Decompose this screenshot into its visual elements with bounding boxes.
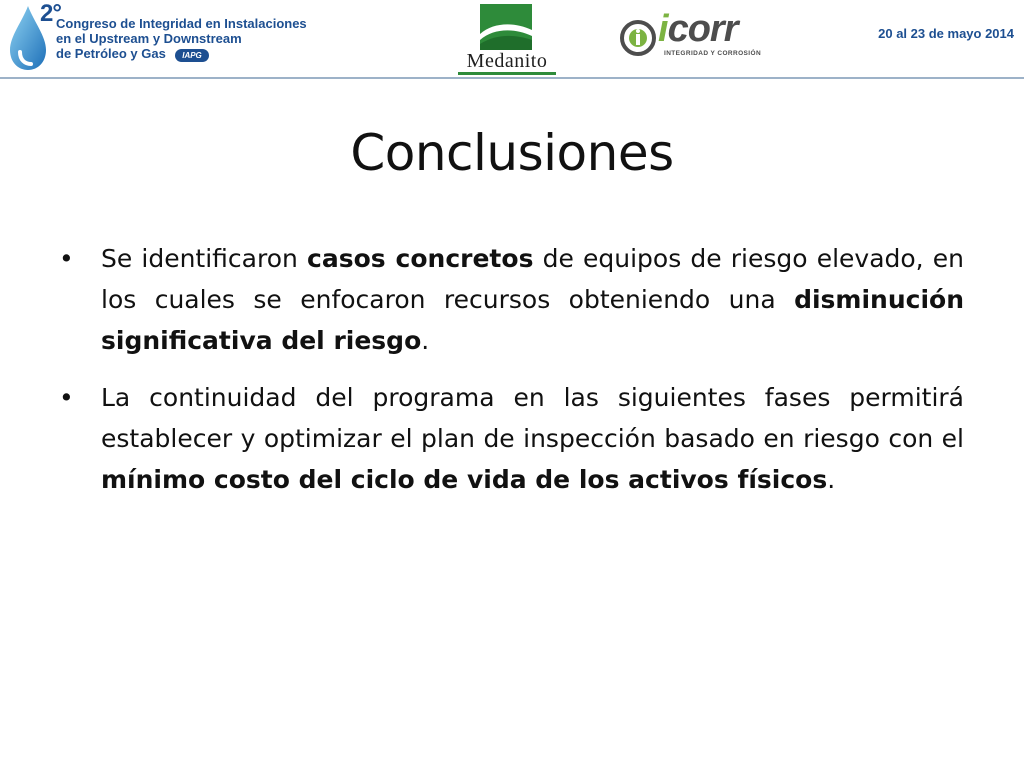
bullet-text-segment: Se identificaron	[101, 244, 308, 273]
header-banner	[0, 0, 1024, 78]
bullet-text-segment: .	[827, 465, 836, 494]
icorr-wordmark	[658, 8, 737, 51]
icorr-logo	[620, 8, 770, 64]
slide-title: Conclusiones	[350, 124, 674, 182]
icorr-circle-icon	[620, 20, 656, 56]
event-date: 20 al 23 de mayo 2014	[878, 26, 1014, 41]
iapg-badge: IAPG	[175, 49, 209, 62]
bullet-text-bold: casos concretos	[307, 244, 534, 273]
congress-title-line: de Petróleo y Gas	[56, 46, 166, 61]
congress-number: 2°	[40, 0, 61, 27]
bullet-text-bold: disminución significativa del riesgo	[101, 285, 964, 355]
bullet-list	[56, 238, 964, 516]
bullet-text-bold: mínimo costo del ciclo de vida de los activos físicos	[101, 465, 828, 494]
header-divider	[0, 77, 1024, 79]
bullet-item	[56, 238, 964, 361]
bullet-text-segment: .	[421, 326, 430, 355]
bullet-text-segment: de equipos de riesgo elevado, en los cuales se enfocaron recursos obteniendo una	[101, 244, 964, 314]
bullet-item	[56, 377, 964, 500]
medanito-underline	[458, 72, 556, 75]
icorr-wordmark-rest: corr	[667, 8, 738, 50]
congress-title-line: Congreso de Integridad en Instalaciones	[56, 16, 307, 31]
icorr-tagline: INTEGRIDAD Y CORROSIÓN	[664, 50, 762, 57]
congress-logo	[6, 2, 306, 72]
medanito-mark-icon	[480, 4, 532, 50]
congress-title-line: en el Upstream y Downstream	[56, 31, 242, 46]
medanito-logo	[452, 4, 562, 76]
bullet-dot: •	[59, 383, 74, 412]
medanito-wordmark: Medanito	[466, 50, 548, 72]
icorr-wordmark-i: i	[658, 8, 668, 50]
bullet-dot: •	[59, 244, 74, 273]
bullet-text-segment: La continuidad del programa en las siguientes fases permitirá establecer y optimizar el plan de inspección basado en riesgo con el	[101, 383, 964, 453]
